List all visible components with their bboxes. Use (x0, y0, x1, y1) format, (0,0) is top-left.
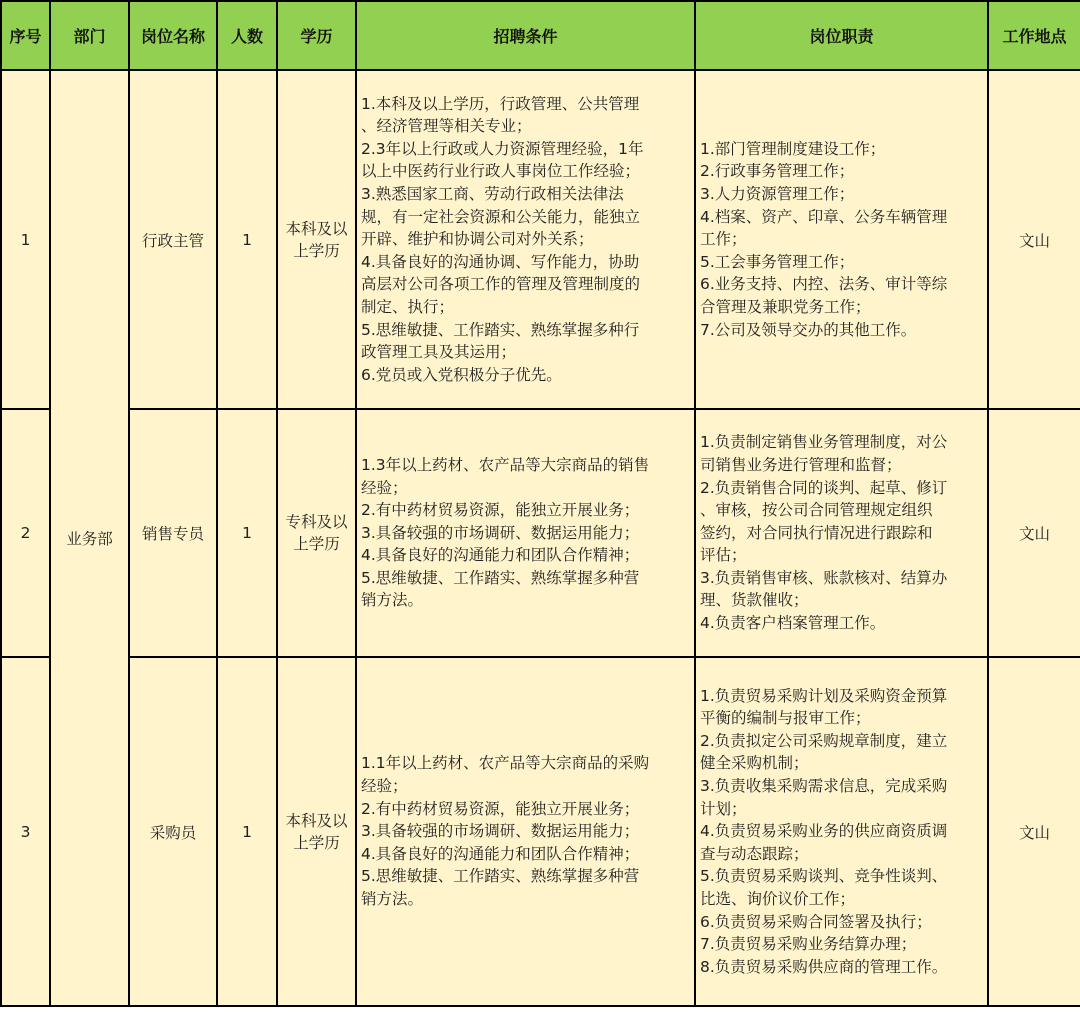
row-index: 2 (1, 409, 50, 657)
duty-line: 7.公司及领导交办的其他工作。 (700, 320, 917, 339)
requirement-line: 5.思维敏捷、工作踏实、熟练掌握多种营 (361, 867, 640, 886)
requirement-line: 5.思维敏捷、工作踏实、熟练掌握多种营 (361, 568, 640, 587)
duty-line: 2.行政事务管理工作； (700, 162, 855, 181)
duty-line: 平衡的编制与报审工作； (700, 709, 871, 728)
requirement-line: 高层对公司各项工作的管理及管理制度的 (361, 275, 641, 294)
duty-line: 1.负责制定销售业务管理制度，对公 (700, 433, 948, 452)
requirement-line: 2.有中药材贸易资源，能独立开展业务； (361, 799, 640, 818)
table-row (1, 657, 1080, 1006)
header-duties: 岗位职责 (695, 1, 988, 70)
location: 文山 (988, 70, 1080, 409)
requirements (356, 70, 695, 409)
requirement-line: 5.思维敏捷、工作踏实、熟练掌握多种行 (361, 320, 640, 339)
requirement-line: 2.有中药材贸易资源，能独立开展业务； (361, 501, 640, 520)
duty-line: 8.负责贸易采购供应商的管理工作。 (700, 957, 948, 976)
duty-line: 3.人力资源管理工作； (700, 185, 855, 204)
table-row (1, 70, 1080, 409)
duty-line: 7.负责贸易采购业务结算办理； (700, 935, 917, 954)
requirement-line: 1.本科及以上学历，行政管理、公共管理 (361, 94, 640, 113)
requirement-line: 经验； (361, 777, 408, 796)
header-title: 岗位名称 (129, 1, 217, 70)
requirement-line: 政管理工具及其运用； (361, 343, 517, 362)
requirement-line: 销方法。 (361, 889, 424, 908)
header-index: 序号 (1, 1, 50, 70)
requirement-line: 销方法。 (361, 591, 424, 610)
requirement-line: 制定、执行； (361, 297, 455, 316)
requirement-line: 3.熟悉国家工商、劳动行政相关法律法 (361, 185, 624, 204)
education (277, 70, 356, 409)
requirement-line: 以上中医药行业行政人事岗位工作经验； (361, 162, 641, 181)
duty-line: 4.负责贸易采购业务的供应商资质调 (700, 822, 948, 841)
education-line: 专科及以 (285, 513, 348, 531)
requirement-line: 3.具备较强的市场调研、数据运用能力； (361, 822, 640, 841)
duty-line: 3.负责销售审核、账款核对、结算办 (700, 568, 948, 587)
duty-line: 司销售业务进行管理和监督； (700, 455, 902, 474)
requirement-line: 规，有一定社会资源和公关能力，能独立 (361, 207, 641, 226)
duty-line: 比选、询价议价工作； (700, 889, 856, 908)
requirement-line: 3.具备较强的市场调研、数据运用能力； (361, 523, 640, 542)
header-department: 部门 (50, 1, 129, 70)
header-education: 学历 (277, 1, 356, 70)
education (277, 657, 356, 1006)
duty-line: 6.负责贸易采购合同签署及执行； (700, 912, 932, 931)
location: 文山 (988, 657, 1080, 1006)
duty-line: 5.负责贸易采购谈判、竞争性谈判、 (700, 867, 948, 886)
duty-line: 、审核，按公司合同管理规定组织 (700, 501, 933, 520)
header-requirements: 招聘条件 (356, 1, 695, 70)
duty-line: 签约，对合同执行情况进行跟踪和 (700, 523, 933, 542)
header-row (1, 1, 1080, 70)
headcount: 1 (217, 70, 277, 409)
education-line: 上学历 (293, 241, 340, 260)
duty-line: 2.负责销售合同的谈判、起草、修订 (700, 478, 948, 497)
requirement-line: 2.3年以上行政或人力资源管理经验，1年 (361, 139, 644, 158)
duties (695, 657, 988, 1006)
location: 文山 (988, 409, 1080, 657)
duty-line: 理、货款催收； (700, 591, 809, 610)
job-title: 采购员 (129, 657, 217, 1006)
duties (695, 409, 988, 657)
duty-line: 计划； (700, 799, 747, 818)
duty-line: 查与动态跟踪； (700, 844, 809, 863)
requirement-line: 1.1年以上药材、农产品等大宗商品的采购 (361, 754, 650, 773)
duty-line: 评估； (700, 546, 747, 565)
header-count: 人数 (217, 1, 277, 70)
duty-line: 5.工会事务管理工作； (700, 252, 855, 271)
duty-line: 3.负责收集采购需求信息，完成采购 (700, 777, 948, 796)
requirement-line: 、经济管理等相关专业； (361, 117, 532, 136)
requirement-line: 开辟、维护和协调公司对外关系； (361, 230, 594, 249)
duty-line: 4.档案、资产、印章、公务车辆管理 (700, 207, 948, 226)
education-line: 本科及以 (285, 219, 348, 238)
duty-line: 健全采购机制； (700, 754, 809, 773)
education-line: 本科及以 (285, 811, 348, 830)
job-title: 销售专员 (129, 409, 217, 657)
header-location: 工作地点 (988, 1, 1080, 70)
duty-line: 4.负责客户档案管理工作。 (700, 614, 886, 633)
requirement-line: 经验； (361, 478, 408, 497)
requirements (356, 657, 695, 1006)
requirements (356, 409, 695, 657)
duties (695, 70, 988, 409)
duty-line: 合管理及兼职党务工作； (700, 297, 871, 316)
duty-line: 2.负责拟定公司采购规章制度，建立 (700, 731, 948, 750)
duty-line: 1.部门管理制度建设工作； (700, 139, 886, 158)
education-line: 上学历 (293, 535, 340, 553)
headcount: 1 (217, 657, 277, 1006)
department-cell: 业务部 (50, 70, 129, 1006)
job-title: 行政主管 (129, 70, 217, 409)
requirement-line: 4.具备良好的沟通能力和团队合作精神； (361, 844, 640, 863)
row-index: 1 (1, 70, 50, 409)
education-line: 上学历 (293, 833, 340, 852)
headcount: 1 (217, 409, 277, 657)
education (277, 409, 356, 657)
requirement-line: 4.具备良好的沟通能力和团队合作精神； (361, 546, 640, 565)
duty-line: 1.负责贸易采购计划及采购资金预算 (700, 686, 948, 705)
duty-line: 6.业务支持、内控、法务、审计等综 (700, 275, 948, 294)
requirement-line: 1.3年以上药材、农产品等大宗商品的销售 (361, 455, 650, 474)
duty-line: 工作； (700, 230, 747, 249)
requirement-line: 4.具备良好的沟通协调、写作能力，协助 (361, 252, 640, 271)
requirement-line: 6.党员或入党积极分子优先。 (361, 365, 562, 384)
row-index: 3 (1, 657, 50, 1006)
table-row (1, 409, 1080, 657)
